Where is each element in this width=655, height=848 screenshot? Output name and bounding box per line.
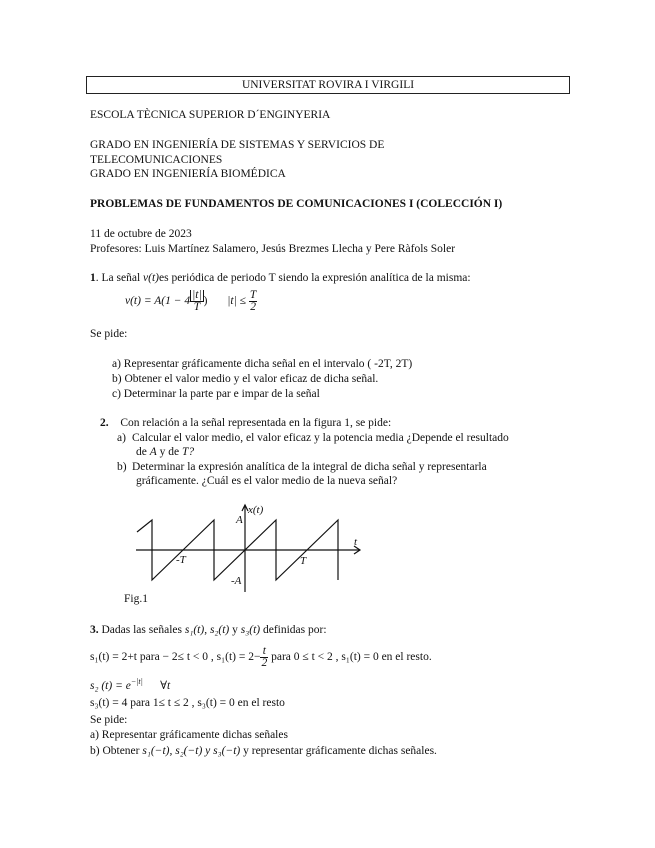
- item-a-mid: y de: [156, 446, 182, 458]
- university-name: UNIVERSITAT ROVIRA I VIRGILI: [241, 79, 415, 91]
- s1-frac-den: 2: [261, 657, 268, 669]
- problem-3-intro-a: Dadas las señales: [101, 624, 185, 636]
- s1-frac-num: t: [260, 646, 268, 658]
- problem-2-item-b: Determinar la expresión analítica de la integral de dicha señal y representarla: [132, 461, 487, 473]
- problem-3-item-a: a) Representar gráficamente dichas señales: [90, 729, 288, 741]
- s2-def-a: s₂ (t) = e: [90, 679, 131, 692]
- s1-def-a: s₁(t) = 2+t para − 2≤ t < 0 , s₁(t) = 2−: [90, 651, 261, 664]
- s1-definition: [90, 646, 432, 669]
- item-b-prefix: b) Obtener: [90, 745, 143, 757]
- degree-1-line-2: TELECOMUNICACIONES: [90, 154, 223, 166]
- s2-def-b: ∀t: [142, 679, 171, 692]
- signal-s3: s₃(t): [240, 624, 261, 636]
- problem-2-item-b-label: b): [117, 461, 127, 473]
- equation-close: ): [203, 295, 208, 308]
- problem-1-intro-a: La señal: [101, 272, 144, 284]
- problem-1-item-a: a) Representar gráficamente dicha señal en el intervalo ( -2T, 2T): [112, 358, 413, 370]
- amplitude-negA-label: -A: [231, 575, 242, 587]
- item-a-prefix: de: [136, 446, 150, 458]
- period-negT-label: -T: [176, 554, 186, 566]
- problem-2-item-a-label: a): [117, 432, 126, 444]
- equation-lhs: v(t) = A(1 − 4: [125, 295, 191, 308]
- fraction-numerator: |t|: [192, 289, 202, 301]
- time-label: t: [354, 536, 358, 548]
- problem-3-number: 3.: [90, 624, 99, 636]
- degree-1-line-1: GRADO EN INGENIERÍA DE SISTEMAS Y SERVICIOS DE: [90, 139, 385, 151]
- problem-3-se-pide: Se pide:: [90, 714, 128, 726]
- problem-1-statement: 1. La señal v(t)es periódica de periodo T siendo la expresión analítica de la misma:: [90, 272, 471, 284]
- item-a-A: A: [149, 446, 157, 458]
- problem-2-item-b-line-2: gráficamente. ¿Cuál es el valor medio de la nueva señal?: [136, 475, 398, 487]
- problem-1-se-pide: Se pide:: [90, 328, 128, 340]
- degree-2: GRADO EN INGENIERÍA BIOMÉDICA: [90, 168, 286, 180]
- s1-def-b: para 0 ≤ t < 2 , s₁(t) = 0 en el resto.: [268, 651, 432, 664]
- condition-denominator: 2: [250, 301, 256, 313]
- period-T-label: T: [300, 555, 307, 567]
- item-a-T: T?: [182, 446, 195, 458]
- s2-exponent: −|t|: [130, 677, 143, 686]
- signal-s1: s₁(t): [184, 624, 205, 636]
- s3-definition: s₃(t) = 4 para 1≤ t ≤ 2 , s₃(t) = 0 en el resto: [90, 697, 285, 709]
- document-title: PROBLEMAS DE FUNDAMENTOS DE COMUNICACIONES I (COLECCIÓN I): [90, 198, 503, 210]
- condition-numerator: T: [249, 289, 257, 301]
- item-b-suffix: y representar gráficamente dichas señales.: [240, 745, 437, 757]
- school-name: ESCOLA TÈCNICA SUPERIOR D´ENGINYERIA: [90, 109, 331, 121]
- document-date: 11 de octubre de 2023: [90, 228, 192, 240]
- problem-1-number: 1: [90, 272, 96, 284]
- conj-y: y: [229, 624, 241, 636]
- problem-1-item-b: b) Obtener el valor medio y el valor eficaz de dicha señal.: [112, 373, 379, 385]
- problem-2-intro: Con relación a la señal representada en la figura 1, se pide:: [120, 417, 392, 429]
- fraction-denominator: T: [193, 301, 201, 313]
- problem-3-intro-b: definidas por:: [260, 624, 327, 636]
- signal-s2: s₂(t): [209, 624, 230, 636]
- problem-1-signal: v(t): [143, 272, 159, 284]
- problem-2-item-a: Calcular el valor medio, el valor eficaz y la potencia media ¿Depende el resultado: [132, 432, 509, 444]
- problem-1-intro-b: es periódica de periodo T siendo la expresión analítica de la misma:: [158, 272, 471, 284]
- amplitude-A-label: A: [236, 514, 243, 526]
- figure-1-caption: Fig.1: [124, 593, 148, 605]
- s2-definition: [90, 677, 170, 692]
- problem-3-item-b: [90, 745, 437, 757]
- condition-lhs: |t| ≤: [227, 295, 246, 308]
- problem-2-number: 2.: [100, 417, 109, 429]
- y-axis-label: x(t): [248, 504, 264, 516]
- item-b-signals: s₁(−t), s₂(−t) y s₃(−t): [142, 745, 241, 757]
- problem-3-statement: [90, 624, 327, 636]
- problem-1-item-c: c) Determinar la parte par e impar de la señal: [112, 388, 320, 400]
- professors: Profesores: Luis Martínez Salamero, Jesús Brezmes Llecha y Pere Ràfols Soler: [90, 243, 456, 255]
- comma: ,: [204, 624, 210, 636]
